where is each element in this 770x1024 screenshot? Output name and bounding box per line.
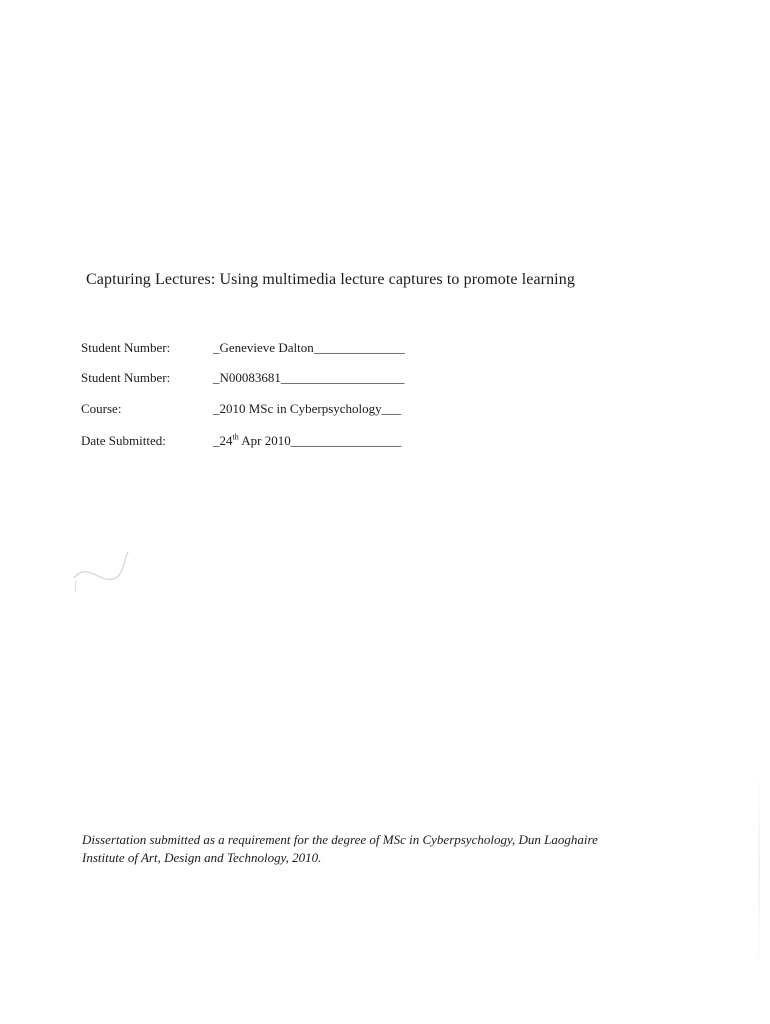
field-label: Student Number: (81, 370, 171, 385)
field-label: Date Submitted: (81, 433, 166, 448)
field-label: Student Number: (81, 340, 171, 355)
submission-statement: Dissertation submitted as a requirement for the degree of MSc in Cyberpsychology, Dun Laoghaire Institute of Art, Design and Technology, 2010. (82, 832, 598, 865)
scan-edge-shadow (758, 770, 760, 970)
dissertation-title: Capturing Lectures: Using multimedia lecture captures to promote learning (86, 271, 575, 288)
date-prefix: _24 (213, 433, 233, 448)
field-value: _Genevieve Dalton______________ (213, 340, 405, 355)
field-value: _2010 MSc in Cyberpsychology___ (213, 401, 402, 416)
date-rest: Apr 2010_________________ (238, 433, 402, 448)
field-value: _N00083681___________________ (213, 370, 405, 385)
date-ordinal-suffix: th (232, 432, 239, 442)
pen-mark (70, 548, 134, 596)
field-label: Course: (81, 401, 122, 416)
field-value (213, 433, 401, 449)
